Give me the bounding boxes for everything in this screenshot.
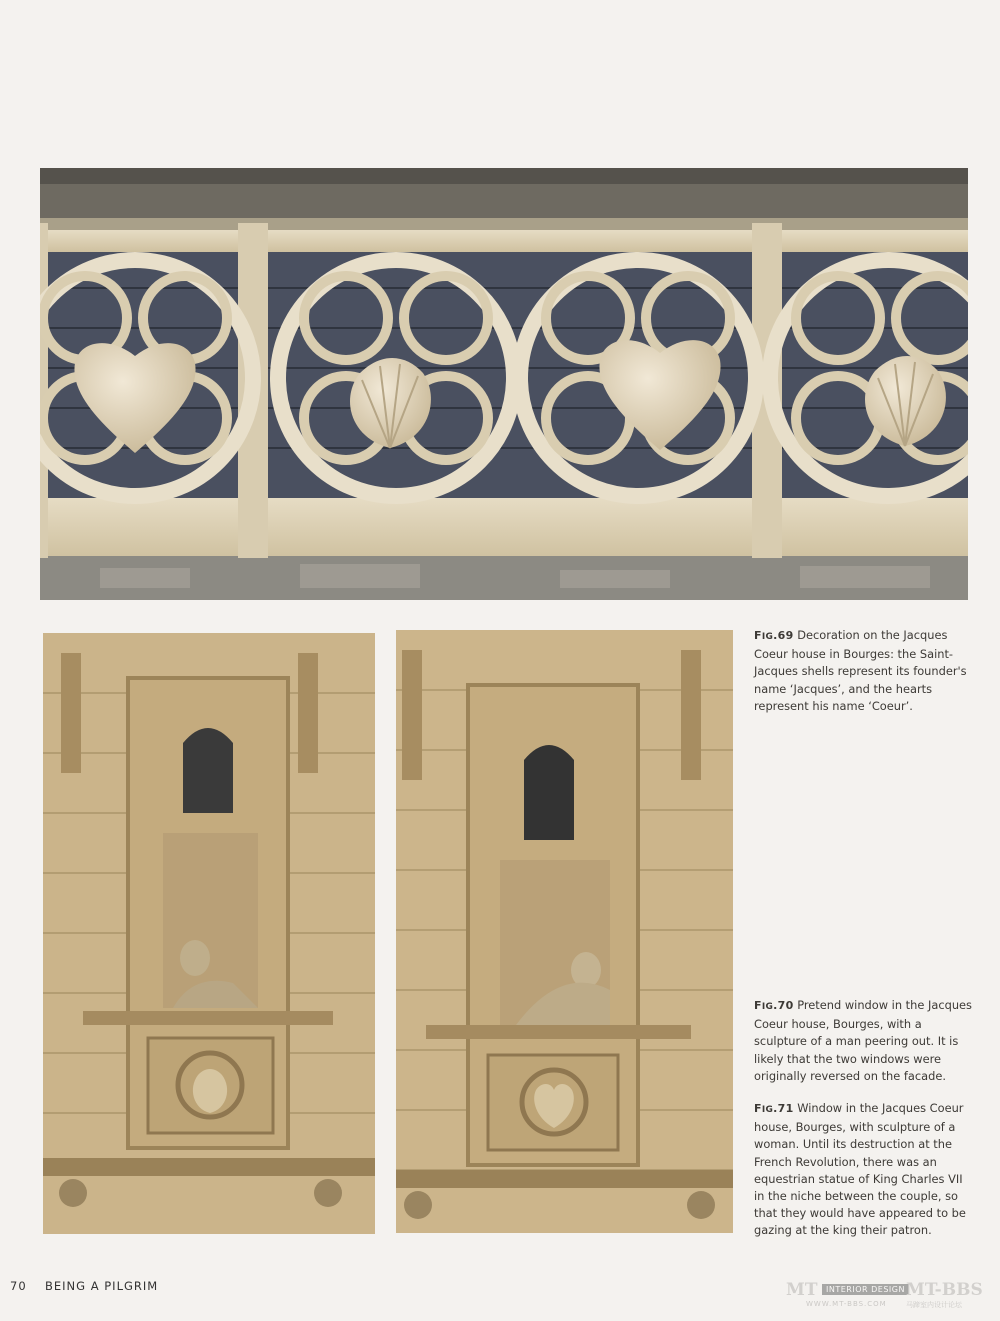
watermark-brand-right: MT-BBS	[906, 1280, 983, 1300]
running-footer-title: BEING A PILGRIM	[45, 1279, 159, 1293]
watermark-url: WWW.MT-BBS.COM	[806, 1300, 887, 1308]
page-number: 70	[10, 1279, 27, 1293]
watermark-brand-left: MT	[786, 1280, 818, 1300]
fig-71-label: FIG.71	[754, 1102, 794, 1115]
caption-fig-70	[754, 997, 974, 1085]
window-woman-photo	[396, 630, 733, 1233]
caption-fig-71	[754, 1100, 974, 1240]
fig-70-text: Pretend window in the Jacques Coeur house, Bourges, with a sculpture of a man peering out. It is likely that the two windows were originally reversed on the facade.	[754, 998, 972, 1083]
fig-70-label: FIG.70	[754, 999, 794, 1012]
fig-69-label: FIG.69	[754, 629, 794, 642]
watermark-chinese: 马蹄室内设计论坛	[906, 1301, 962, 1309]
watermark	[746, 1262, 992, 1314]
caption-fig-69	[754, 627, 974, 715]
window-man-photo	[43, 633, 375, 1234]
balustrade-photo	[40, 168, 968, 600]
watermark-badge: INTERIOR DESIGN	[822, 1284, 909, 1295]
fig-71-text: Window in the Jacques Coeur house, Bourges, with sculpture of a woman. Until its destruction at the French Revolution, there was an equestrian statue of King Charles VII in the niche between the couple, so that they would have appeared to be gazing at the king their patron.	[754, 1101, 966, 1238]
fig-69-text: Decoration on the Jacques Coeur house in Bourges: the Saint-Jacques shells represent its founder's name ‘Jacques’, and the hearts represent his name ‘Coeur’.	[754, 628, 967, 713]
